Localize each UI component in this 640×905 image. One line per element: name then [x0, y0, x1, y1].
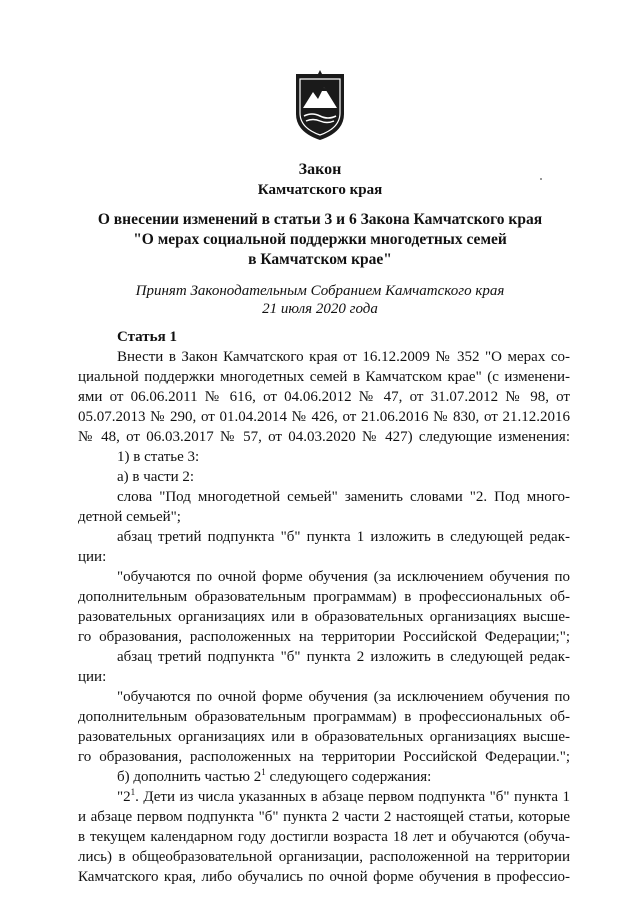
article-line: го образования, расположенных на территории Российской Федерации;"; [78, 629, 570, 645]
article-line: а) в части 2: [117, 469, 195, 485]
article-body [78, 327, 570, 887]
region-name: Камчатского края [257, 182, 383, 198]
article-line: Внести в Закон Камчатского края от 16.12.2009 № 352 "О мерах со- [117, 349, 570, 365]
article-line: в текущем календарном году достигли возраста 18 лет и обучаются (обуча- [78, 829, 570, 845]
article-line: разовательных организациях или в образовательных организациях высше- [78, 609, 570, 625]
article-line: разовательных организациях или в образовательных организациях высше- [78, 729, 570, 745]
article-line: го образования, расположенных на территории Российской Федерации."; [78, 749, 570, 765]
article-line: "обучаются по очной форме обучения (за исключением обучения по [117, 689, 570, 705]
article-line [78, 767, 570, 787]
article-line: абзац третий подпункта "б" пункта 2 изложить в следующей редак- [117, 649, 570, 665]
law-title-line-3: в Камчатском крае" [248, 251, 392, 268]
article-line: абзац третий подпункта "б" пункта 1 изложить в следующей редак- [117, 529, 570, 545]
article-line: ции: [78, 549, 107, 565]
adopted-note-line-2: 21 июля 2020 года [262, 301, 378, 317]
superscript: 1 [130, 787, 136, 797]
article-line-part: б) дополнить частью 2 [117, 769, 262, 785]
article-line: слова "Под многодетной семьей" заменить словами "2. Под много- [117, 489, 570, 505]
article-line: № 48, от 06.03.2017 № 57, от 04.03.2020 № 427) следующие изменения: [78, 429, 570, 445]
scan-speck [540, 178, 542, 180]
article-line-part: . Дети из числа указанных в абзаце первом подпункта "б" пункта 1 [135, 789, 570, 805]
article-line: и абзаце первом подпункта "б" пункта 2 части 2 настоящей статьи, которые [78, 809, 570, 825]
article-line: "обучаются по очной форме обучения (за исключением обучения по [117, 569, 570, 585]
article-line-part: "2 [117, 789, 131, 805]
article-line: ями от 06.06.2011 № 616, от 04.06.2012 № 47, от 31.07.2012 № 98, от [78, 389, 570, 405]
adopted-note-line-1: Принят Законодательным Собранием Камчатского края [135, 283, 505, 299]
law-label: Закон [298, 161, 342, 178]
coat-of-arms-emblem [292, 70, 348, 142]
law-title-line-1: О внесении изменений в статьи 3 и 6 Закона Камчатского края [97, 211, 543, 228]
article-line: 1) в статье 3: [117, 449, 200, 465]
article-line: ции: [78, 669, 107, 685]
law-title-line-2: "О мерах социальной поддержки многодетных семей [133, 231, 507, 248]
superscript: 1 [261, 767, 266, 777]
article-line: лись) в общеобразовательной организации, расположенной на территории [78, 849, 570, 865]
article-line: циальной поддержки многодетных семей в Камчатском крае" (с изменени- [78, 369, 570, 385]
article-line: детной семьей"; [78, 509, 181, 525]
article-heading: Статья 1 [117, 329, 177, 345]
article-line: дополнительным образовательным программам) в профессиональных об- [78, 709, 570, 725]
article-line: дополнительным образовательным программам) в профессиональных об- [78, 589, 570, 605]
article-line-part: следующего содержания: [265, 769, 432, 785]
article-line: Камчатского края, либо обучались по очной форме обучения в профессио- [78, 869, 570, 885]
article-line [78, 787, 570, 807]
article-line: 05.07.2013 № 290, от 01.04.2014 № 426, от 21.06.2016 № 830, от 21.12.2016 [78, 409, 570, 425]
